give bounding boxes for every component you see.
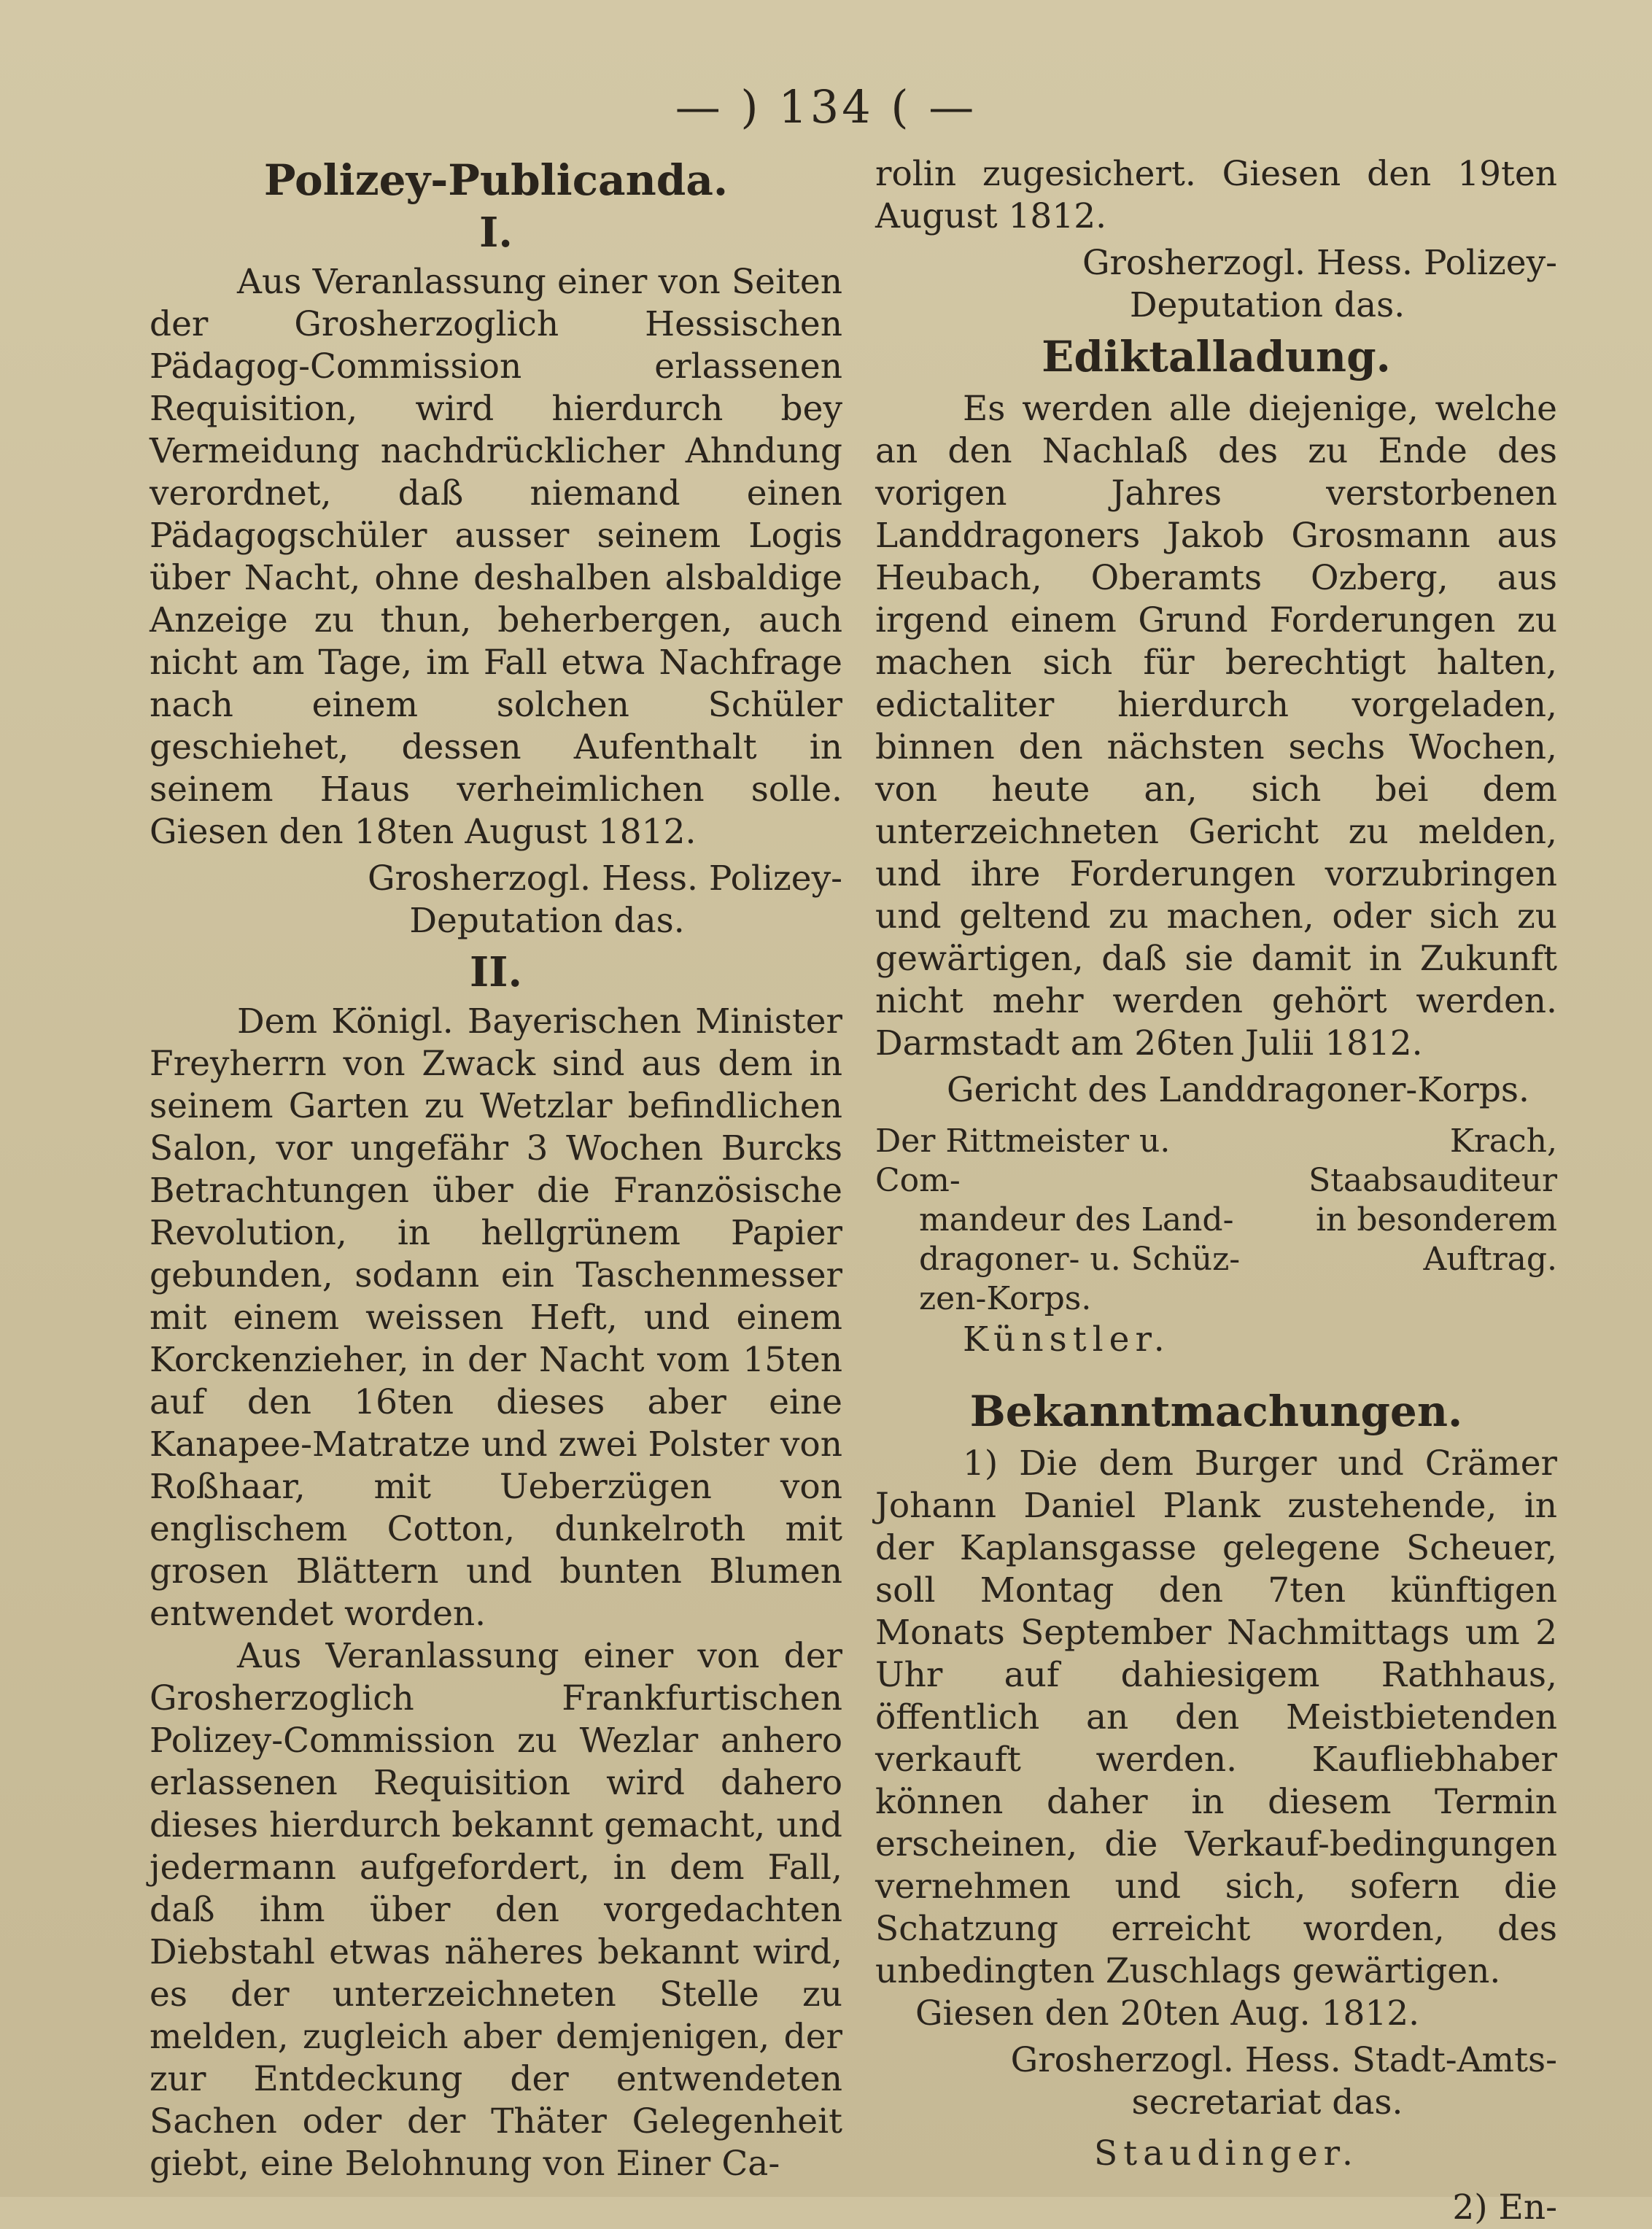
signature-left-line: zen-Korps. <box>919 1280 1092 1317</box>
notice-1-text: Aus Veranlassung einer von Seiten der Grosherzoglich Hessischen Pädagog-Commission erlassenen Requisition, wird hierdurch bey Vermeidung nachdrücklicher Ahndung verordnet, daß niemand einen Pädagogschüler ausser seinem Logis über Nacht, ohne deshalben alsbaldige Anzeige zu thun, beherbergen, auch nicht am Tage, im Fall etwa Nachfrage nach einem solchen Schüler geschiehet, dessen Aufenthalt in seinem Haus verheimlichen solle. Giesen den 18ten August 1812. <box>150 262 842 852</box>
signature-right-line: Krach, <box>1449 1123 1557 1160</box>
notice-2-text-continued: Aus Veranlassung einer von der Grosherzoglich Frankfurtischen Polizey-Commission zu Wezlar anhero erlassenen Requisition wird dahero dieses hierdurch bekannt gemacht, und jedermann aufgefordert, in dem Fall, daß ihm über den vorgedachten Diebstahl etwas näheres bekannt wird, es der unterzeichneten Stelle zu melden, zugleich aber demjenigen, der zur Entdeckung der entwendeten Sachen oder der Thäter Gelegenheit giebt, eine Belohnung von Einer Ca- <box>150 1636 842 2184</box>
bekanntmachung-1-text: 1) Die dem Burger und Crämer Johann Daniel Plank zustehende, in der Kaplansgasse gelegene Scheuer, soll Montag den 7ten künftigen Monats September Nachmittags um 2 Uhr auf dahiesigem Rathhaus, öffentlich an den Meistbietenden verkauft werden. Kaufliebhaber können daher in diesem Termin erscheinen, die Verkauf-bedingungen vernehmen und sich, sofern die Schatzung erreicht worden, des unbedingten Zuschlags gewärtigen. <box>875 1443 1557 1991</box>
notice-2-conclusion: rolin zugesichert. Giesen den 19ten August 1812. <box>875 154 1557 236</box>
signature-name-kuenstler: Künstler. <box>963 1319 1171 1360</box>
signature-right-line: in besonderem <box>1315 1201 1557 1238</box>
signature-right-line: Staabsauditeur <box>1308 1162 1557 1199</box>
signature-right-line: Auftrag. <box>1423 1241 1557 1278</box>
signature-left-line: Der Rittmeister u. Com- <box>875 1123 1171 1199</box>
bekanntmachung-1-date: Giesen den 20ten Aug. 1812. <box>915 1993 1420 2034</box>
section-title-bekanntmachungen: Bekanntmachungen. <box>969 1387 1463 1436</box>
signature-block-left <box>875 1122 1254 1319</box>
notice-number-1: I. <box>479 209 513 257</box>
notice-2-text: Dem Königl. Bayerischen Minister Freyherrn von Zwack sind aus dem in seinem Garten zu Wetzlar befindlichen Salon, vor ungefähr 3 Wochen Burcks Betrachtungen über die Französische Revolution, in hellgrünem Papier gebunden, sodann ein Taschenmesser mit einem weissen Heft, und einem Korckenzieher, in der Nacht vom 15ten auf den 16ten dieses aber eine Kanapee-Matratze und zwei Polster von Roßhaar, mit Ueberzügen von englischem Cotton, dunkelroth mit grosen Blättern und bunten Blumen entwendet worden. <box>150 1001 842 1634</box>
notice-1-signature-line2: Deputation das. <box>409 901 685 941</box>
ediktalladung-court: Gericht des Landdragoner-Korps. <box>947 1070 1529 1110</box>
left-column <box>150 153 842 2185</box>
signature-name-staudinger: Staudinger. <box>1094 2133 1359 2174</box>
ediktalladung-signatures <box>875 1122 1557 1319</box>
signature-left-line: mandeur des Land- <box>919 1201 1234 1238</box>
notice-2-signature-line2: Deputation das. <box>1129 285 1405 325</box>
section-title-ediktalladung: Ediktalladung. <box>1042 332 1391 381</box>
catchword: 2) En- <box>1452 2187 1557 2228</box>
bekanntmachung-1-signature-line1: Grosherzogl. Hess. Stadt-Amts- <box>1010 2040 1557 2080</box>
ediktalladung-text: Es werden alle diejenige, welche an den Nachlaß des zu Ende des vorigen Jahres verstorbenen Landdragoners Jakob Grosmann aus Heubach, Oberamts Ozberg, aus irgend einem Grund Forderungen zu machen sich für berechtigt halten, edictaliter hierdurch vorgeladen, binnen den nächsten sechs Wochen, von heute an, sich bei dem unterzeichneten Gericht zu melden, und ihre Forderungen vorzubringen und geltend zu machen, oder sich zu gewärtigen, daß sie damit in Zukunft nicht mehr werden gehört werden. Darmstadt am 26ten Julii 1812. <box>875 389 1557 1063</box>
right-column <box>875 153 1557 2229</box>
signature-block-right <box>1295 1122 1557 1319</box>
page-number: — ) 134 ( — <box>675 80 977 133</box>
signature-left-line: dragoner- u. Schüz- <box>919 1241 1241 1278</box>
notice-number-2: II. <box>470 948 522 996</box>
section-title-polizey: Polizey-Publicanda. <box>263 155 729 205</box>
notice-1-signature-line1: Grosherzogl. Hess. Polizey- <box>367 858 842 899</box>
bekanntmachung-1-signature-line2: secretariat das. <box>1131 2082 1403 2123</box>
notice-2-signature-line1: Grosherzogl. Hess. Polizey- <box>1082 243 1557 283</box>
